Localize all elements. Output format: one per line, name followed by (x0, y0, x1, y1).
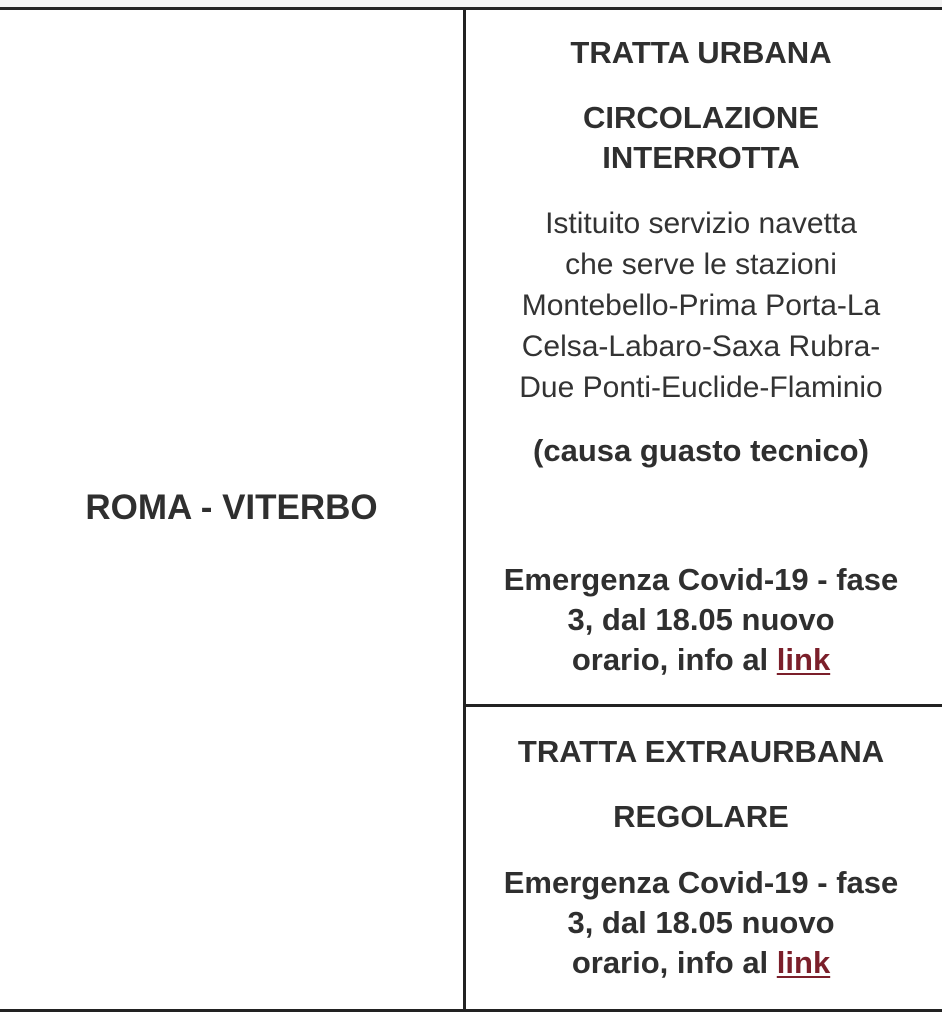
extraurban-status (466, 797, 936, 837)
extraurban-info-link[interactable]: link (776, 945, 831, 980)
extraurban-segment-cell (466, 732, 936, 772)
urban-description (466, 203, 936, 408)
urban-covid-line-3-text: orario, info al (571, 642, 777, 677)
extraurban-covid-line-1: Emergenza Covid-19 - fase (503, 865, 899, 900)
urban-description-line: Istituito servizio navetta (545, 207, 857, 240)
urban-description-line: che serve le stazioni (565, 248, 837, 281)
table-bottom-border (0, 1009, 942, 1012)
urban-description-line: Celsa-Labaro-Saxa Rubra- (521, 330, 881, 363)
urban-status-line-2: INTERROTTA (602, 140, 800, 175)
extraurban-covid-notice (466, 863, 936, 983)
urban-cause-text: (causa guasto tecnico) (533, 433, 869, 468)
urban-info-link[interactable]: link (776, 642, 831, 677)
extraurban-status-text: REGOLARE (613, 799, 789, 834)
urban-covid-line-2: 3, dal 18.05 nuovo (567, 602, 835, 637)
urban-covid-line-3 (466, 640, 936, 680)
urban-segment-cell (466, 33, 936, 73)
extraurban-covid-line-2: 3, dal 18.05 nuovo (567, 905, 835, 940)
urban-status-line-1: CIRCOLAZIONE (583, 100, 819, 135)
railway-line-name: ROMA - VITERBO (85, 488, 378, 527)
table-top-border (0, 0, 942, 10)
urban-cause (466, 431, 936, 471)
extraurban-covid-line-3-text: orario, info al (571, 945, 777, 980)
urban-covid-notice (466, 560, 936, 680)
extraurban-segment-title: TRATTA EXTRAURBANA (517, 734, 885, 769)
urban-covid-line-1: Emergenza Covid-19 - fase (503, 562, 899, 597)
urban-segment-title: TRATTA URBANA (570, 35, 832, 70)
urban-description-line: Due Ponti-Euclide-Flaminio (519, 371, 883, 404)
urban-description-line: Montebello-Prima Porta-La (521, 289, 881, 322)
row-divider (463, 704, 942, 707)
extraurban-covid-line-3 (466, 943, 936, 983)
urban-status (466, 98, 936, 178)
